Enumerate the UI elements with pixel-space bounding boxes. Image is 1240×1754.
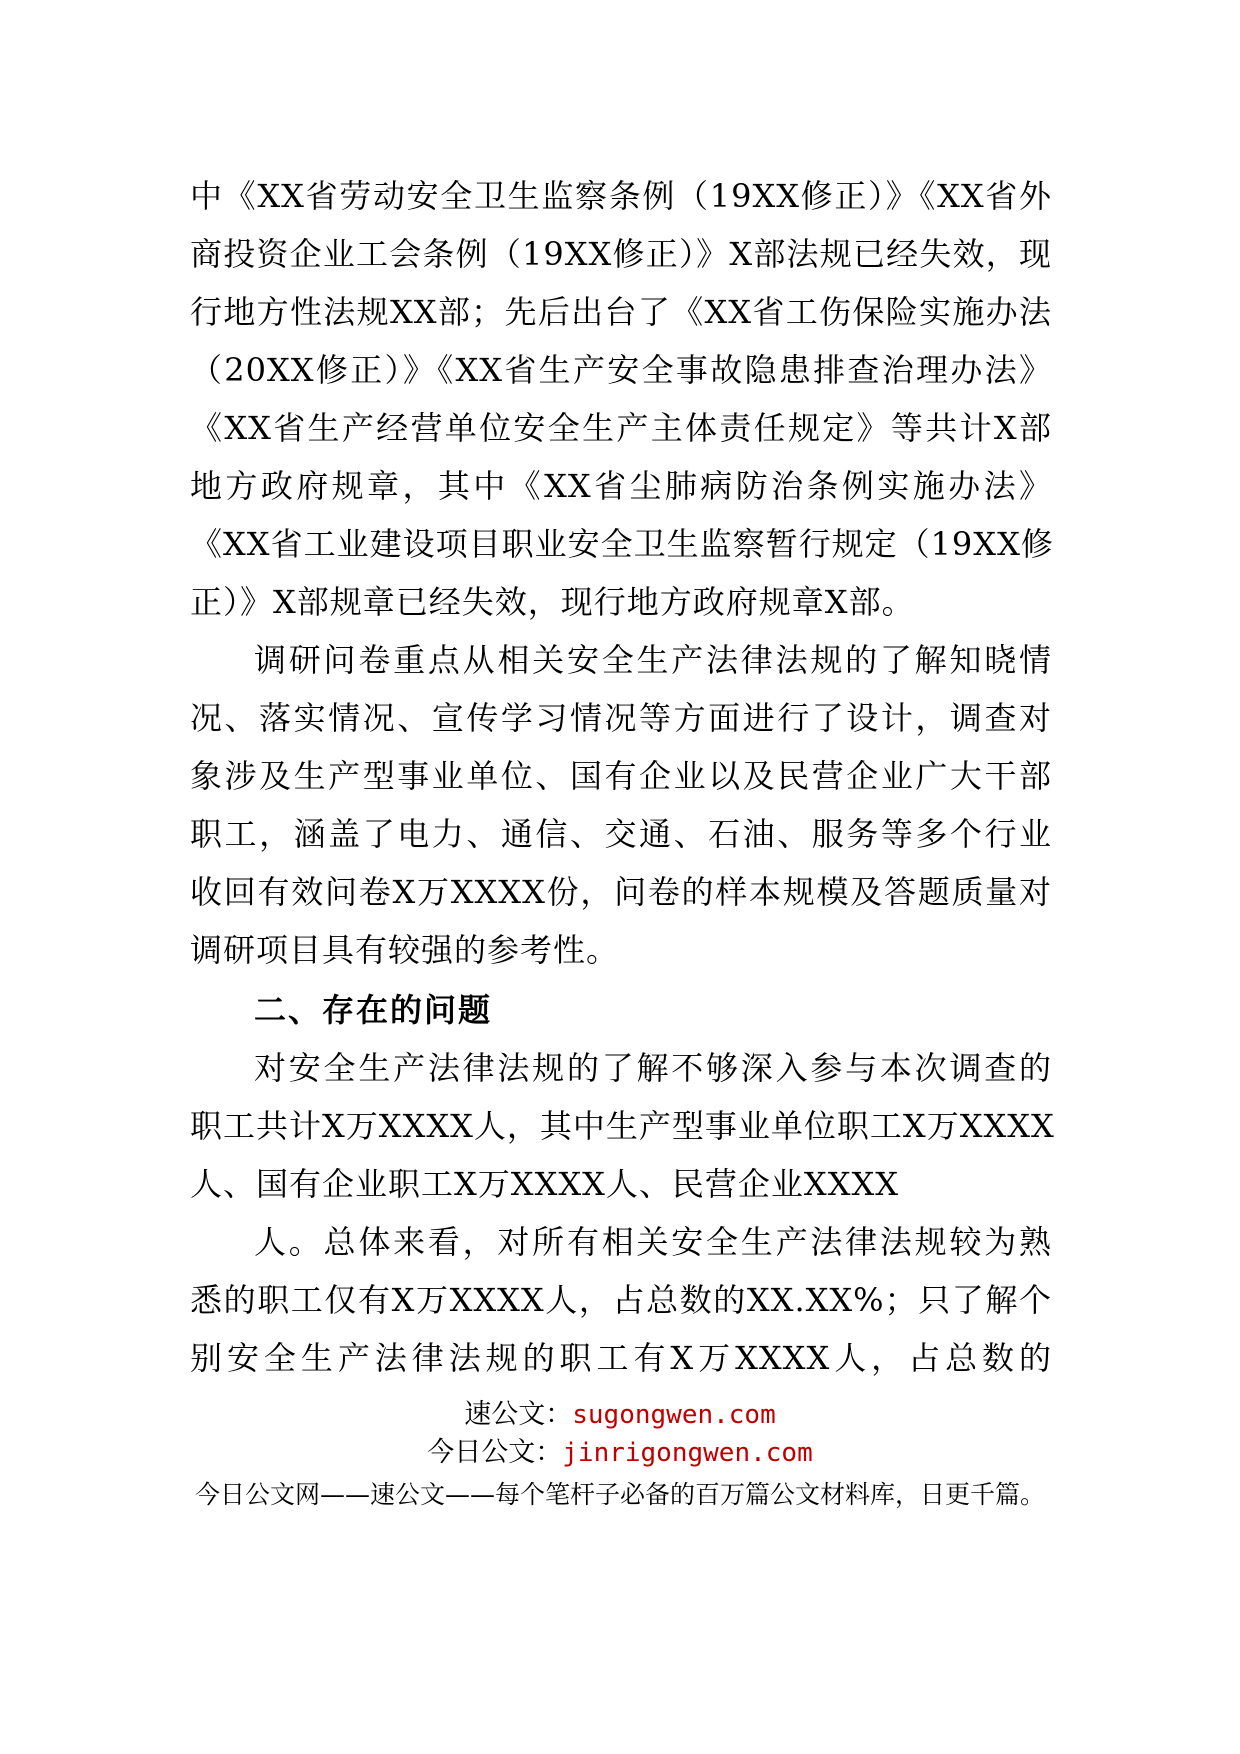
body-line: 商投资企业工会条例（19XX修正）》X部法规已经失效，现 [190, 235, 1052, 273]
footer-tagline: 今日公文网——速公文——每个笔杆子必备的百万篇公文材料库，日更千篇。 [194, 1480, 1045, 1509]
body-line: 人。总体来看，对所有相关安全生产法律法规较为熟 [254, 1223, 1052, 1261]
body-line: 况、落实情况、宣传学习情况等方面进行了设计，调查对 [190, 699, 1052, 737]
body-line: 职工共计X万XXXX人，其中生产型事业单位职工X万XXXX [190, 1107, 1055, 1145]
footer-line-sugongwen [0, 1398, 1240, 1432]
body-line: 行地方性法规XX部；先后出台了《XX省工伤保险实施办法 [190, 293, 1052, 331]
footer-label: 速公文： [464, 1399, 573, 1430]
body-line: 《XX省生产经营单位安全生产主体责任规定》等共计X部 [190, 409, 1052, 447]
body-line: 象涉及生产型事业单位、国有企业以及民营企业广大干部 [190, 757, 1052, 795]
body-line: 收回有效问卷X万XXXX份，问卷的样本规模及答题质量对 [190, 873, 1052, 911]
body-line: 别安全生产法律法规的职工有X万XXXX人，占总数的 [190, 1339, 1052, 1377]
body-line: 调研问卷重点从相关安全生产法律法规的了解知晓情 [254, 641, 1052, 679]
footer-label: 今日公文： [427, 1437, 563, 1468]
body-line: 调研项目具有较强的参考性。 [190, 931, 620, 969]
body-line: 悉的职工仅有X万XXXX人，占总数的XX.XX%；只了解个 [190, 1281, 1052, 1319]
body-line: 职工，涵盖了电力、通信、交通、石油、服务等多个行业 [190, 815, 1052, 853]
body-line: 中《XX省劳动安全卫生监察条例（19XX修正）》《XX省外 [190, 177, 1052, 215]
footer-link-jinrigongwen[interactable]: jinrigongwen.com [562, 1438, 813, 1468]
body-line: 《XX省工业建设项目职业安全卫生监察暂行规定（19XX修 [190, 525, 1054, 563]
body-line: 对安全生产法律法规的了解不够深入参与本次调查的 [254, 1049, 1052, 1087]
footer-link-sugongwen[interactable]: sugongwen.com [572, 1400, 776, 1430]
body-line: 人、国有企业职工X万XXXX人、民营企业XXXX [190, 1165, 900, 1203]
body-line: 正）》X部规章已经失效，现行地方政府规章X部。 [190, 583, 915, 621]
section-heading: 二、存在的问题 [254, 991, 493, 1029]
body-line: 地方政府规章，其中《XX省尘肺病防治条例实施办法》 [190, 467, 1052, 505]
footer-line-jinrigongwen [0, 1436, 1240, 1470]
body-line: （20XX修正）》《XX省生产安全事故隐患排查治理办法》 [190, 351, 1052, 389]
